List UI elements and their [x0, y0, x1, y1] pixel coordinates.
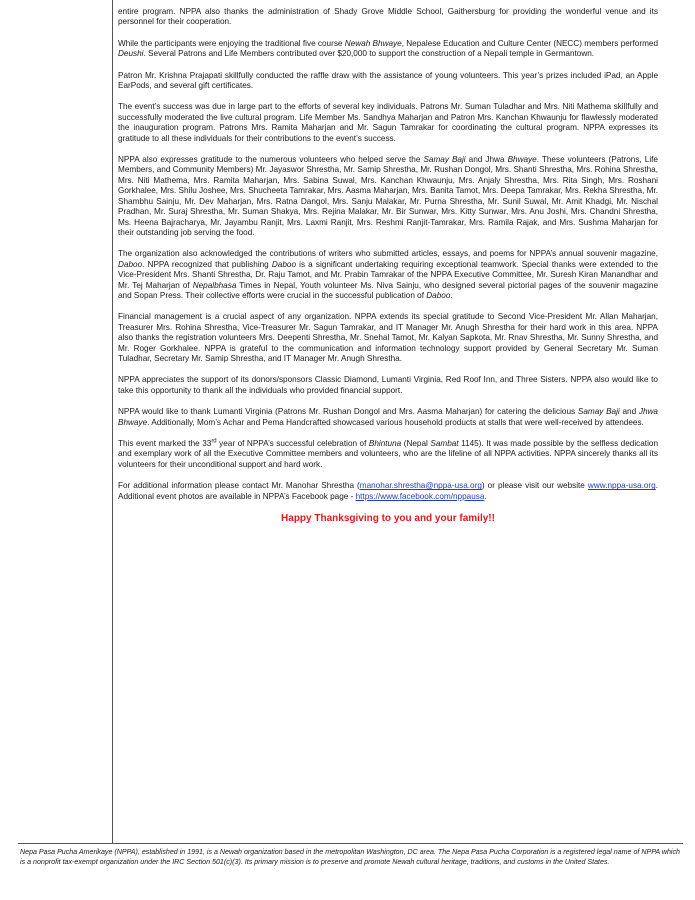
paragraph-7 — [118, 312, 658, 364]
facebook-link[interactable]: https://www.facebook.com/nppausa — [355, 491, 485, 501]
p5-italic-samay-baji: Samay Baji — [423, 155, 466, 165]
p11-text-b: ) or please visit our website — [481, 481, 588, 491]
p9-text-a: NPPA would like to thank Lumanti Virginia (Patrons Mr. Rushan Dongol and Mrs. Aasma Maharjan) for catering the delicious — [118, 407, 578, 417]
p5-text-c: and Jhwa — [465, 155, 508, 165]
p5-text-e: . These volunteers (Patrons, Life Members, and Community Members) Mr. Jayaswor Shrestha, Mr. Samip Shrestha, Mr. Rushan Dongol, Mrs. Shanti Shrestha, Mrs. Rohina Shrestha, Mrs. Niti Mathema, Mrs. Ramita Maharjan, Mrs. Sabina Suwal, Mrs. Kanchan Khwaunju, Mrs. Anjaly Shrestha, Mrs. Rita Singh, Mrs. Roshani Gorkhalee, Mrs. Shilu Joshee, Mrs. Shucheeta Tamrakar, Mrs. Aasma Maharjan, Mrs. Banita Tamot, Mrs. Deepa Tamrakar, Mrs. Rekha Shrestha, Mr. Shambhu Sainju, Mr. Dev Maharjan, Mrs. Ratna Dangol, Mrs. Sanju Malakar, Mr. Purna Shrestha, Mr. Sunil Suwal, Mr. Amit Khadgi, Mr. Nischal Pradhan, Mr. Suraj Shrestha, Mr. Suman Shakya, Mrs. Rejina Malakar, Mr. Bir Sunwar, Mrs. Kitty Sunwar, Mrs. Anu Joshi, Mrs. Chandni Shrestha, Ms. Heena Bajracharya, Mr. Jayambu Ranjit, Mrs. Laxmi Ranjit, Mrs. Reshmi Ranjit-Tamrakar, Mrs. Ramila Rajak, and Mrs. Sushma Maharjan for their outstanding job serving the food. — [118, 155, 658, 237]
p9-text-c: and — [619, 407, 639, 417]
p10-italic-sambat: Sambat — [430, 439, 459, 448]
p10-text-a: This event marked the 33 — [118, 439, 212, 448]
p11-text-d: . — [484, 491, 487, 501]
p6-italic-daboo-1: Daboo — [118, 259, 143, 269]
p6-text-i: . — [450, 290, 453, 300]
p9-text-e: . Additionally, Mom’s Achar and Pema Handcrafted showcased various household products at stalls that were well-received by attendees. — [147, 417, 644, 427]
p5-text-a: NPPA also expresses gratitude to the numerous volunteers who helped serve the — [118, 155, 424, 165]
p3-text: Patron Mr. Krishna Prajapati skillfully conducted the raffle draw with the assistance of young volunteers. This year’s prizes included iPad, an Apple EarPods, and several gift certificates. — [118, 70, 658, 91]
p10-text-d: (Nepal — [401, 439, 431, 448]
p11-text-c: . Additional event photos are available in NPPA’s Facebook page - — [118, 481, 658, 501]
paragraph-6 — [118, 249, 658, 301]
p10-ordinal-suffix: rd — [211, 438, 217, 445]
paragraph-1 — [118, 7, 658, 28]
paragraph-4 — [118, 102, 658, 144]
paragraph-9 — [118, 407, 658, 428]
paragraph-11 — [118, 481, 658, 502]
p2-text-c: , Nepalese Education and Culture Center (NECC) members performed — [401, 38, 659, 48]
p2-text-a: While the participants were enjoying the traditional five course — [118, 38, 345, 48]
p6-italic-daboo-2: Daboo — [271, 259, 297, 269]
p10-text-f: 1145). It was made possible by the selfless dedication and exemplary work of all the Executive Committee members and volunteers, who are the lifeline of all NPPA activities. NPPA sincerely thanks all its volunteers for their unconditional support and hard work. — [118, 439, 659, 469]
p6-text-e: is a significant undertaking requiring exceptional teamwork. Special thanks were extended to the Vice-President Mrs. Shanti Shrestha, Dr. Raju Tamot, and Mr. Prabin Tamrakar of the NPPA Executive Committee, Mr. Suresh Kiran Manandhar and Mr. Tej Maharjan of — [118, 259, 658, 290]
paragraph-5 — [118, 155, 658, 238]
footer-note: Nepa Pasa Pucha Amerikaye (NPPA), established in 1991, is a Newah organization based in the metropolitan Washington, DC area. The Nepa Pasa Pucha Corporation is a registered legal name of NPPA which is a nonprofit tax-exempt organization under the IRC Section 501(c)(3). Its primary mission is to preserve and promote Newah cultural heritage, traditions, and customs in the United States. — [20, 848, 680, 866]
website-link[interactable]: www.nppa-usa.org — [587, 481, 656, 491]
closing-greeting: Happy Thanksgiving to you and your family!! — [281, 513, 495, 525]
p2-italic-newah-bhwaye: Newah Bhwaye — [344, 38, 402, 48]
p2-text-e: . Several Patrons and Life Members contributed over $20,000 to support the construction of a Nepali temple in Germantown. — [143, 49, 595, 59]
paragraph-2 — [118, 39, 658, 60]
contact-email-link[interactable]: manohar.shrestha@nppa-usa.org — [359, 481, 482, 491]
p8-text: NPPA appreciates the support of its donors/sponsors Classic Diamond, Lumanti Virginia, Red Roof Inn, and Three Sisters. NPPA also would like to take this opportunity to thank all the individuals who provided financial support. — [118, 375, 658, 395]
p10-text-b: year of NPPA’s successful celebration of — [216, 439, 369, 448]
p11-text-a: For additional information please contact Mr. Manohar Shrestha ( — [118, 481, 360, 491]
p6-text-c: . NPPA recognized that publishing — [142, 259, 272, 269]
paragraph-10 — [118, 439, 658, 470]
p6-text-a: The organization also acknowledged the contributions of writers who submitted articles, essays, and poems for NPPA’s annual souvenir magazine, — [118, 249, 658, 259]
p6-text-g: Times in Nepal, Youth volunteer Ms. Niva Sainju, who designed several pictorial pages of the souvenir magazine and Sopan Press. Their collective efforts were crucial in the successful publication of — [118, 280, 658, 300]
p6-italic-daboo-3: Daboo — [426, 290, 451, 300]
p9-italic-samay-baji: Samay Baji — [577, 407, 620, 417]
p2-italic-deushi: Deushi — [118, 49, 144, 59]
paragraph-8 — [118, 375, 658, 396]
p10-italic-bhintuna: Bhintuna — [368, 439, 402, 448]
p5-italic-bhwaye: Bhwaye — [507, 155, 537, 165]
footer-rule — [18, 843, 683, 844]
p6-italic-nepalbhasa: Nepalbhasa — [192, 280, 237, 290]
p7-text: Financial management is a crucial aspect of any organization. NPPA extends its special gratitude to Second Vice-President Mr. Allan Maharjan, Treasurer Mrs. Rohina Shrestha, Vice-Treasurer Mr. Sagun Tamrakar, and IT Manager Mr. Anugh Shrestha for their hard work in this area. NPPA also thanks the registration volunteers Mrs. Deepenti Shrestha, Mr. Snehal Tamot, Mr. Kalyan Sapkota, Mr. Rnav Shrestha, Mr. Sunny Shrestha, and Mr. Roger Gorkhalee. NPPA is grateful to the communication and information technology support provided by General Secretary Mr. Suman Tuladhar, Secretary Mr. Samip Shrestha, and IT Manager Mr. Anugh Shrestha. — [118, 312, 658, 363]
p9-italic-jhwa-bhwaye: Jhwa Bhwaye — [118, 407, 658, 427]
left-margin-rule — [112, 0, 113, 843]
p4-text: The event’s success was due in large part to the efforts of several key individuals. Patrons Mr. Suman Tuladhar and Mrs. Niti Mathema skillfully and successfully moderated the live cultural program. Life Member Ms. Sandhya Maharjan and Patron Mrs. Kanchan Khwaunju for flawlessly moderated the inauguration program. Patrons Mrs. Ramita Maharjan and Mr. Sagun Tamrakar for coordinating the cultural program. NPPA expresses its gratitude to all these individuals for their contributions to the event’s success. — [118, 102, 658, 143]
article-body — [118, 7, 658, 524]
paragraph-3 — [118, 71, 658, 92]
p1-text: entire program. NPPA also thanks the administration of Shady Grove Middle School, Gaithersburg for providing the wonderful venue and its personnel for their cooperation. — [118, 7, 658, 27]
